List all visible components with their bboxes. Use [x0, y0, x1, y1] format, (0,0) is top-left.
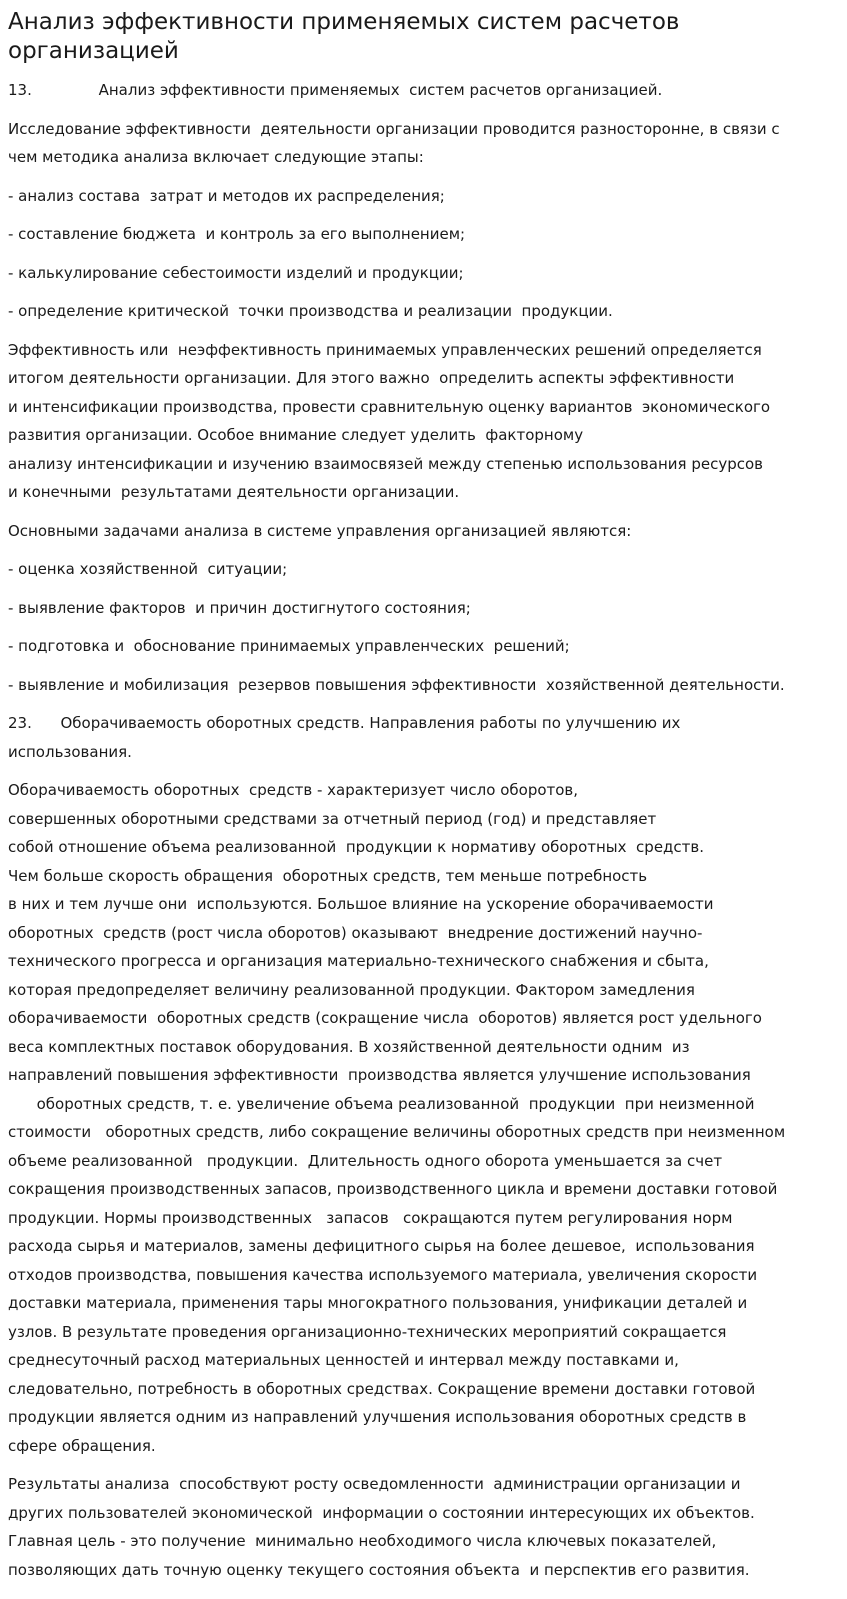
paragraph-line: чем методика анализа включает следующие этапы:	[8, 148, 424, 166]
paragraph-line: сокращения производственных запасов, производственного цикла и времени доставки готовой	[8, 1180, 778, 1198]
paragraph-line: следовательно, потребность в оборотных средствах. Сокращение времени доставки готовой	[8, 1379, 756, 1398]
paragraph-line: веса комплектных поставок оборудования. В хозяйственной деятельности одним из	[8, 1037, 690, 1056]
paragraph-line: позволяющих дать точную оценку текущего состояния объекта и перспектив его развития.	[8, 1560, 750, 1579]
paragraph-line: оборотных средств, т. е. увеличение объема реализованной продукции при неизменной	[8, 1094, 755, 1113]
paragraph-line: стоимости оборотных средств, либо сокращение величины оборотных средств при неизменном	[8, 1123, 786, 1141]
paragraph-line: - выявление факторов и причин достигнутого состояния;	[8, 598, 471, 617]
paragraph-line: и конечными результатами деятельности организации.	[8, 483, 460, 501]
paragraph-line: доставки материала, применения тары многократного пользования, унификации деталей и	[8, 1294, 748, 1312]
paragraph-line: среднесуточный расход материальных ценностей и интервал между поставками и,	[8, 1351, 679, 1369]
paragraph-line: оборачиваемости оборотных средств (сокращение числа оборотов) является рост удельного	[8, 1009, 762, 1027]
paragraph-line: Главная цель - это получение минимально необходимого числа ключевых показателей,	[8, 1532, 717, 1550]
paragraph-line: сфере обращения.	[8, 1436, 156, 1455]
paragraph-line: собой отношение объема реализованной продукции к нормативу оборотных средств.	[8, 838, 705, 856]
document-body	[8, 76, 839, 1584]
paragraph-line: 23. Оборачиваемость оборотных средств. Направления работы по улучшению их	[8, 714, 681, 732]
paragraph	[8, 1470, 839, 1584]
paragraph-line: итогом деятельности организации. Для этого важно определить аспекты эффективности	[8, 369, 735, 387]
paragraph-line: в них и тем лучше они используются. Большое влияние на ускорение оборачиваемости	[8, 895, 714, 913]
paragraph-line: других пользователей экономической информации о состоянии интересующих их объектов.	[8, 1503, 755, 1522]
paragraph-line: - выявление и мобилизация резервов повышения эффективности хозяйственной деятельности.	[8, 675, 785, 694]
paragraph	[8, 776, 839, 1460]
paragraph	[8, 76, 839, 105]
paragraph-line: продукции. Нормы производственных запасов сокращаются путем регулирования норм	[8, 1208, 733, 1227]
paragraph	[8, 220, 839, 249]
paragraph-line: 13. Анализ эффективности применяемых систем расчетов организацией.	[8, 81, 663, 99]
paragraph-line: оборотных средств (рост числа оборотов) оказывают внедрение достижений научно-	[8, 923, 703, 942]
paragraph-line: Эффективность или неэффективность принимаемых управленческих решений определяется	[8, 340, 762, 359]
paragraph-line: и интенсификации производства, провести сравнительную оценку вариантов экономического	[8, 397, 771, 416]
paragraph-line: отходов производства, повышения качества используемого материала, увеличения скорости	[8, 1265, 758, 1284]
paragraph-line: узлов. В результате проведения организационно-технических мероприятий сокращается	[8, 1322, 727, 1341]
paragraph-line: расхода сырья и материалов, замены дефицитного сырья на более дешевое, использования	[8, 1237, 755, 1255]
paragraph-line: Основными задачами анализа в системе управления организацией являются:	[8, 521, 632, 540]
paragraph-line: объеме реализованной продукции. Длительность одного оборота уменьшается за счет	[8, 1151, 723, 1170]
paragraph	[8, 115, 839, 172]
paragraph-line: анализу интенсификации и изучению взаимосвязей между степенью использования ресурсов	[8, 454, 763, 473]
paragraph-line: Результаты анализа способствуют росту осведомленности администрации организации и	[8, 1475, 741, 1493]
paragraph-line: продукции является одним из направлений улучшения использования оборотных средств в	[8, 1408, 747, 1426]
paragraph	[8, 336, 839, 507]
paragraph-line: - определение критической точки производства и реализации продукции.	[8, 302, 613, 320]
paragraph-line: - анализ состава затрат и методов их распределения;	[8, 186, 445, 205]
paragraph-line: развития организации. Особое внимание следует уделить факторному	[8, 426, 584, 444]
paragraph-line: совершенных оборотными средствами за отчетный период (год) и представляет	[8, 809, 657, 828]
paragraph-line: Исследование эффективности деятельности организации проводится разносторонне, в связи с	[8, 119, 780, 138]
paragraph	[8, 671, 839, 700]
paragraph-line: - составление бюджета и контроль за его выполнением;	[8, 225, 466, 243]
paragraph-line: Оборачиваемость оборотных средств - характеризует число оборотов,	[8, 781, 579, 799]
paragraph-line: - оценка хозяйственной ситуации;	[8, 560, 288, 578]
paragraph	[8, 182, 839, 211]
paragraph-line: направлений повышения эффективности производства является улучшение использования	[8, 1066, 751, 1084]
paragraph-line: Чем больше скорость обращения оборотных средств, тем меньше потребность	[8, 866, 648, 885]
document-title: Анализ эффективности применяемых систем расчетов организацией	[8, 9, 680, 64]
paragraph-line: - калькулирование себестоимости изделий и продукции;	[8, 263, 464, 282]
paragraph-line: - подготовка и обоснование принимаемых управленческих решений;	[8, 637, 570, 655]
paragraph	[8, 594, 839, 623]
paragraph	[8, 517, 839, 546]
paragraph	[8, 297, 839, 326]
paragraph-line: которая предопределяет величину реализованной продукции. Фактором замедления	[8, 980, 695, 999]
paragraph	[8, 555, 839, 584]
paragraph	[8, 259, 839, 288]
paragraph-line: технического прогресса и организация материально-технического снабжения и сбыта,	[8, 952, 709, 970]
paragraph-line: использования.	[8, 742, 132, 761]
paragraph	[8, 709, 839, 766]
paragraph	[8, 632, 839, 661]
